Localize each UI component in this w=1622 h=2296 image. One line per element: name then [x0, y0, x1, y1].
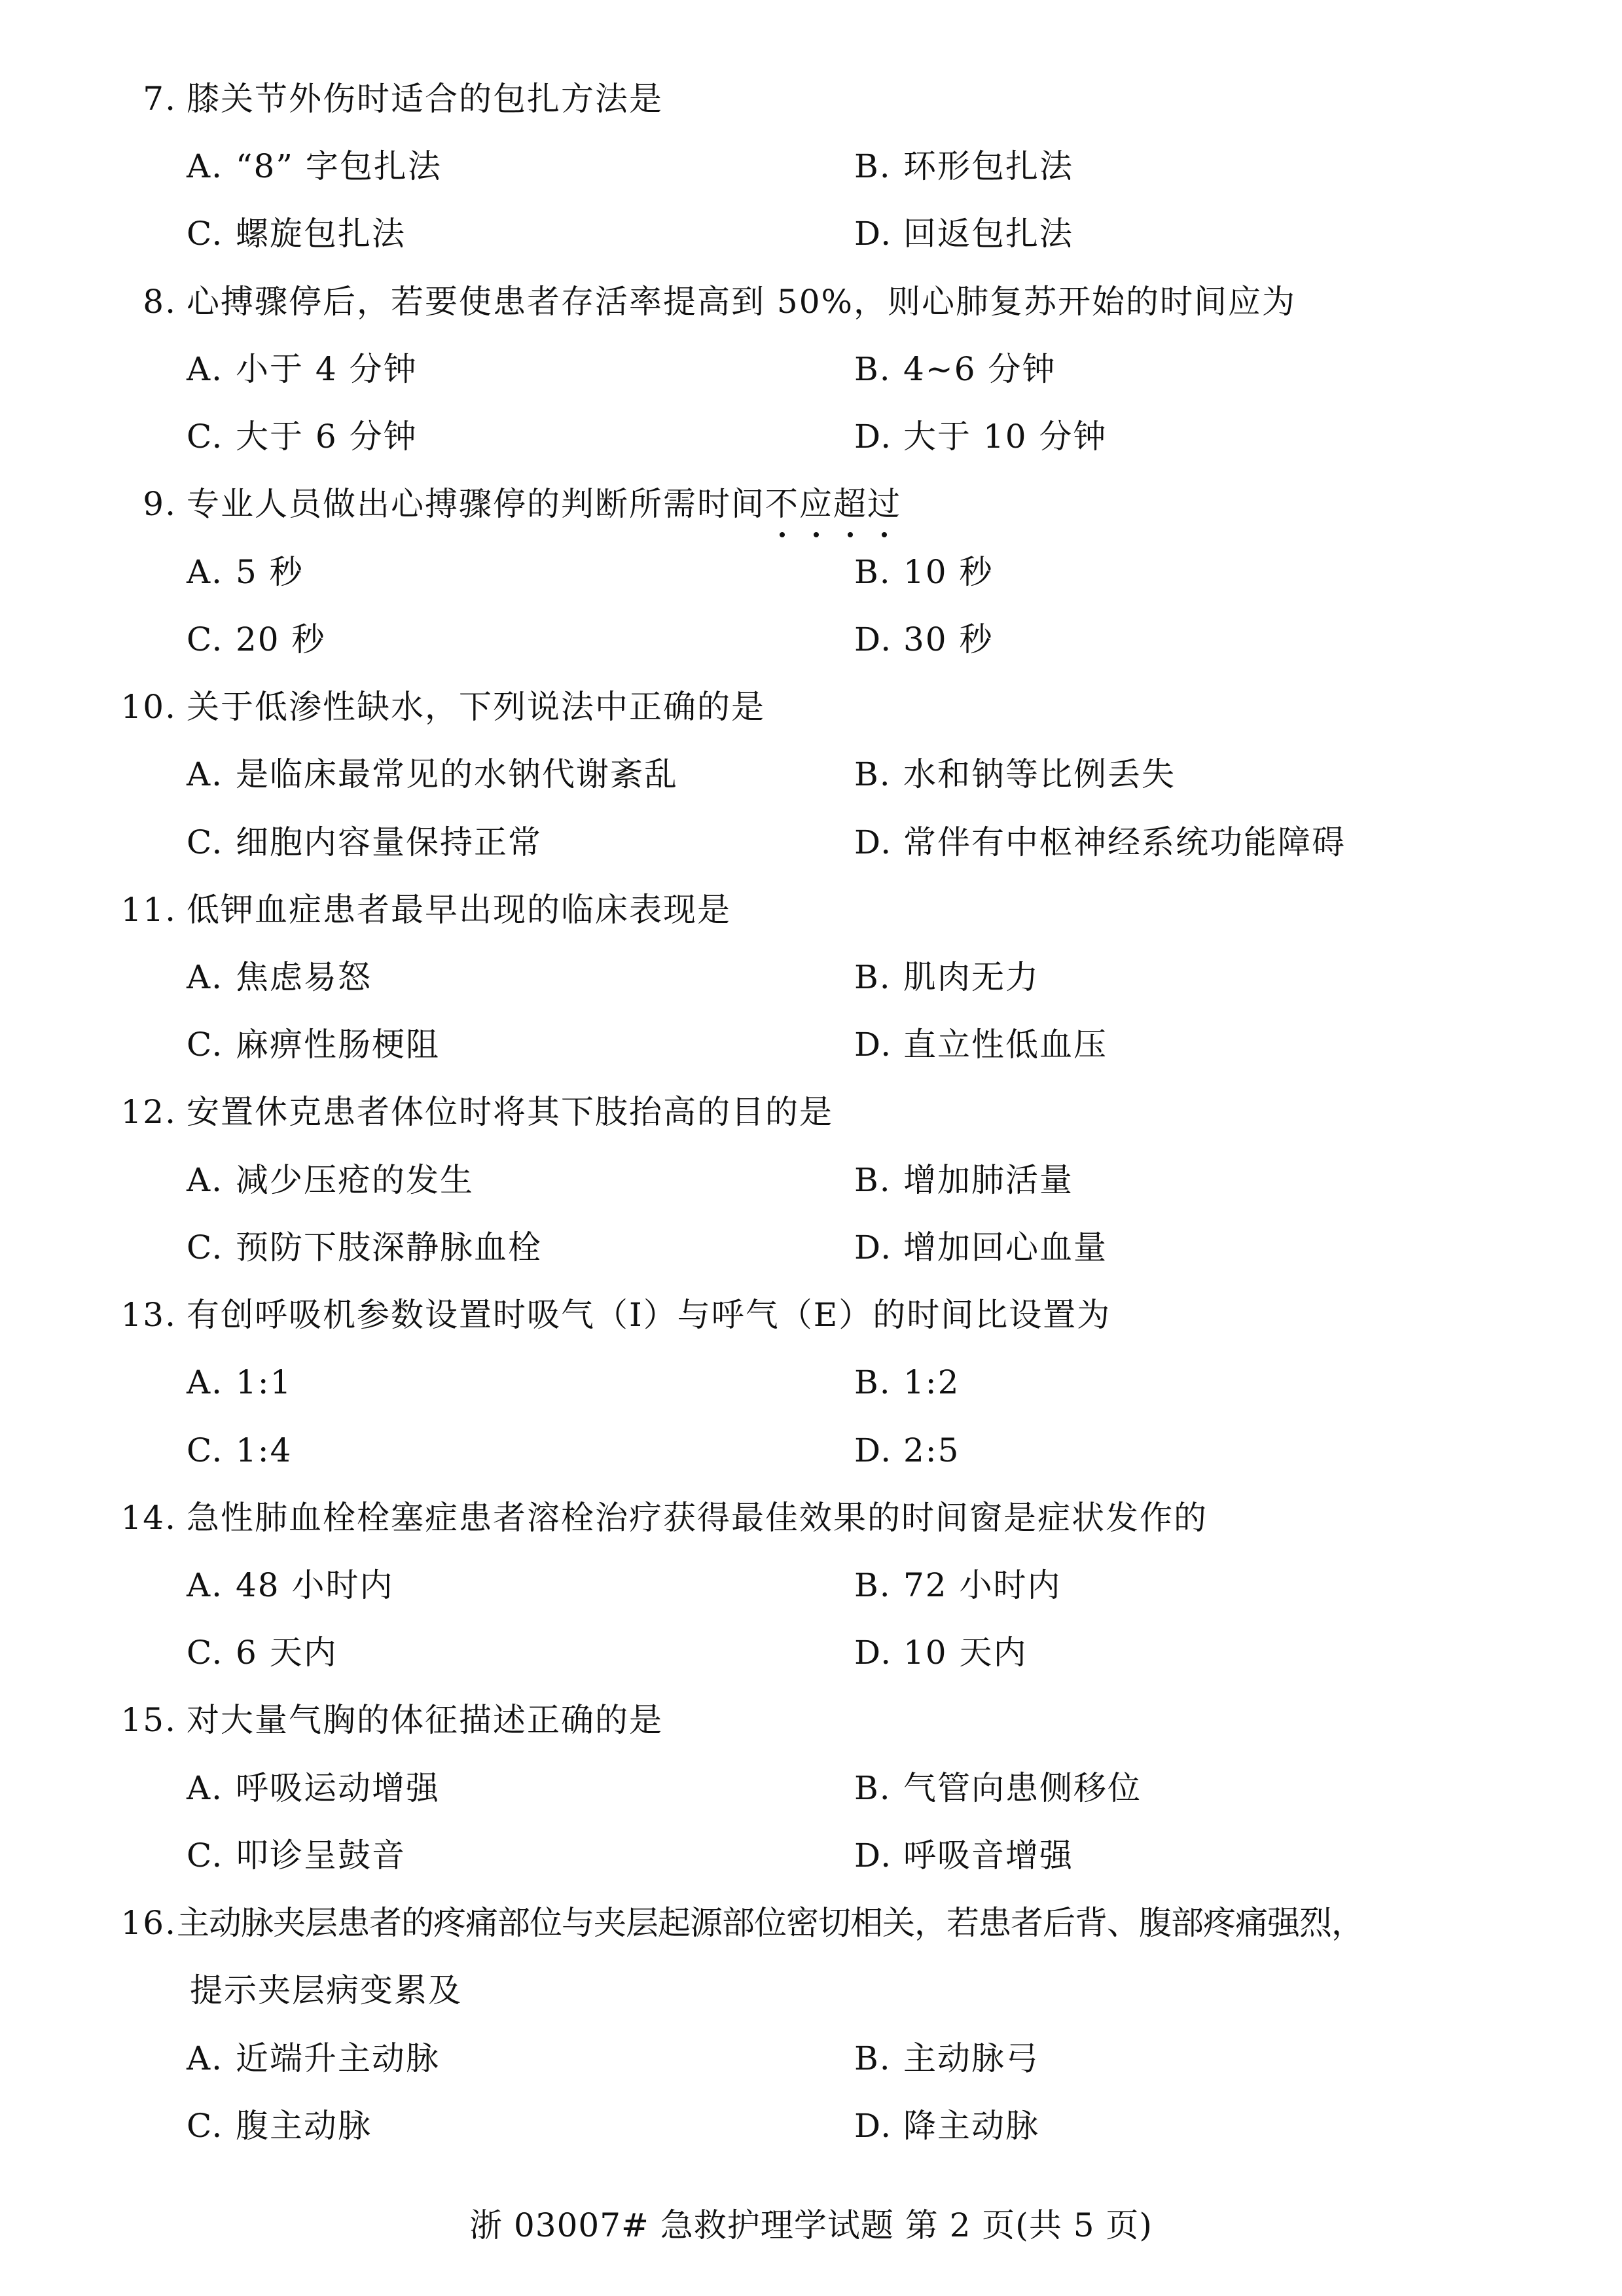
- option-a[interactable]: A. 小于 4 分钟: [187, 350, 418, 388]
- option-d[interactable]: D. 呼吸音增强: [854, 1837, 1073, 1874]
- option-b[interactable]: B. 主动脉弓: [854, 2039, 1039, 2077]
- option-d[interactable]: D. 10 天内: [854, 1634, 1028, 1672]
- question-9: [0, 471, 1622, 538]
- option-d[interactable]: D. 降主动脉: [854, 2107, 1039, 2145]
- question-13: [0, 1282, 1622, 1349]
- question-10: [0, 673, 1622, 741]
- question-14: [0, 1484, 1622, 1552]
- option-c[interactable]: C. 大于 6 分钟: [187, 418, 418, 456]
- option-c[interactable]: C. 1:4: [187, 1431, 293, 1469]
- question-text: 低钾血症患者最早出现的临床表现是: [187, 891, 731, 929]
- question-number: 12.: [120, 1093, 177, 1131]
- question-7: [0, 65, 1622, 133]
- option-d[interactable]: D. 2:5: [854, 1431, 960, 1469]
- option-b[interactable]: B. 1:2: [854, 1363, 960, 1401]
- question-number: 10.: [120, 688, 177, 726]
- option-c[interactable]: C. 螺旋包扎法: [187, 215, 406, 253]
- question-11: [0, 876, 1622, 944]
- question-text: 急性肺血栓栓塞症患者溶栓治疗获得最佳效果的时间窗是症状发作的: [187, 1499, 1208, 1537]
- question-12: [0, 1079, 1622, 1146]
- option-a[interactable]: A. 是临床最常见的水钠代谢紊乱: [187, 755, 678, 793]
- question-text: 安置休克患者体位时将其下肢抬高的目的是: [187, 1093, 833, 1131]
- option-c[interactable]: C. 20 秒: [187, 620, 326, 658]
- option-a[interactable]: A. 48 小时内: [187, 1566, 394, 1604]
- question-8: [0, 268, 1622, 336]
- option-b[interactable]: B. 环形包扎法: [854, 147, 1073, 185]
- option-c[interactable]: C. 叩诊呈鼓音: [187, 1837, 406, 1874]
- option-d[interactable]: D. 30 秒: [854, 620, 994, 658]
- question-15: [0, 1687, 1622, 1754]
- question-text: 主动脉夹层患者的疼痛部位与夹层起源部位密切相关，若患者后背、腹部疼痛强烈，: [177, 1904, 1363, 1942]
- question-text: 膝关节外伤时适合的包扎方法是: [187, 80, 663, 118]
- option-d[interactable]: D. 增加回心血量: [854, 1229, 1108, 1266]
- option-c[interactable]: C. 腹主动脉: [187, 2107, 372, 2145]
- option-b[interactable]: B. 4~6 分钟: [854, 350, 1056, 388]
- question-number: 11.: [120, 891, 177, 929]
- option-d[interactable]: D. 回返包扎法: [854, 215, 1073, 253]
- option-d[interactable]: D. 大于 10 分钟: [854, 418, 1108, 456]
- option-a[interactable]: A. 减少压疮的发生: [187, 1161, 474, 1199]
- option-a[interactable]: A. 焦虑易怒: [187, 958, 372, 996]
- option-b[interactable]: B. 肌肉无力: [854, 958, 1039, 996]
- option-a[interactable]: A. 呼吸运动增强: [187, 1769, 440, 1807]
- question-text-continued: 提示夹层病变累及: [190, 1971, 462, 2009]
- question-text: 心搏骤停后，若要使患者存活率提高到 50%，则心肺复苏开始的时间应为: [187, 283, 1297, 321]
- option-a[interactable]: A. “8” 字包扎法: [187, 147, 442, 185]
- question-number: 14.: [120, 1499, 177, 1537]
- option-d[interactable]: D. 常伴有中枢神经系统功能障碍: [854, 823, 1346, 861]
- question-text: 关于低渗性缺水，下列说法中正确的是: [187, 688, 765, 726]
- question-text: 对大量气胸的体征描述正确的是: [187, 1701, 663, 1739]
- option-b[interactable]: B. 增加肺活量: [854, 1161, 1073, 1199]
- question-number: 9.: [143, 485, 177, 523]
- option-c[interactable]: C. 预防下肢深静脉血栓: [187, 1229, 542, 1266]
- option-c[interactable]: C. 麻痹性肠梗阻: [187, 1026, 440, 1064]
- question-text: 专业人员做出心搏骤停的判断所需时间不应超过: [187, 471, 901, 538]
- option-b[interactable]: B. 10 秒: [854, 553, 994, 591]
- question-number: 8.: [143, 283, 177, 321]
- option-b[interactable]: B. 气管向患侧移位: [854, 1769, 1142, 1807]
- option-d[interactable]: D. 直立性低血压: [854, 1026, 1108, 1064]
- emphasized-text: 不应超过: [765, 485, 901, 523]
- question-text: 有创呼吸机参数设置时吸气（I）与呼气（E）的时间比设置为: [187, 1296, 1111, 1334]
- question-16: [0, 1890, 1622, 1957]
- page-footer: 浙 03007# 急救护理学试题 第 2 页(共 5 页): [469, 2206, 1153, 2244]
- option-b[interactable]: B. 水和钠等比例丢失: [854, 755, 1176, 793]
- option-a[interactable]: A. 近端升主动脉: [187, 2039, 440, 2077]
- question-number: 16.: [120, 1904, 177, 1942]
- option-a[interactable]: A. 1:1: [187, 1363, 293, 1401]
- option-b[interactable]: B. 72 小时内: [854, 1566, 1062, 1604]
- option-c[interactable]: C. 6 天内: [187, 1634, 338, 1672]
- question-number: 7.: [143, 80, 177, 118]
- question-number: 15.: [120, 1701, 177, 1739]
- option-c[interactable]: C. 细胞内容量保持正常: [187, 823, 542, 861]
- question-number: 13.: [120, 1296, 177, 1334]
- option-a[interactable]: A. 5 秒: [187, 553, 304, 591]
